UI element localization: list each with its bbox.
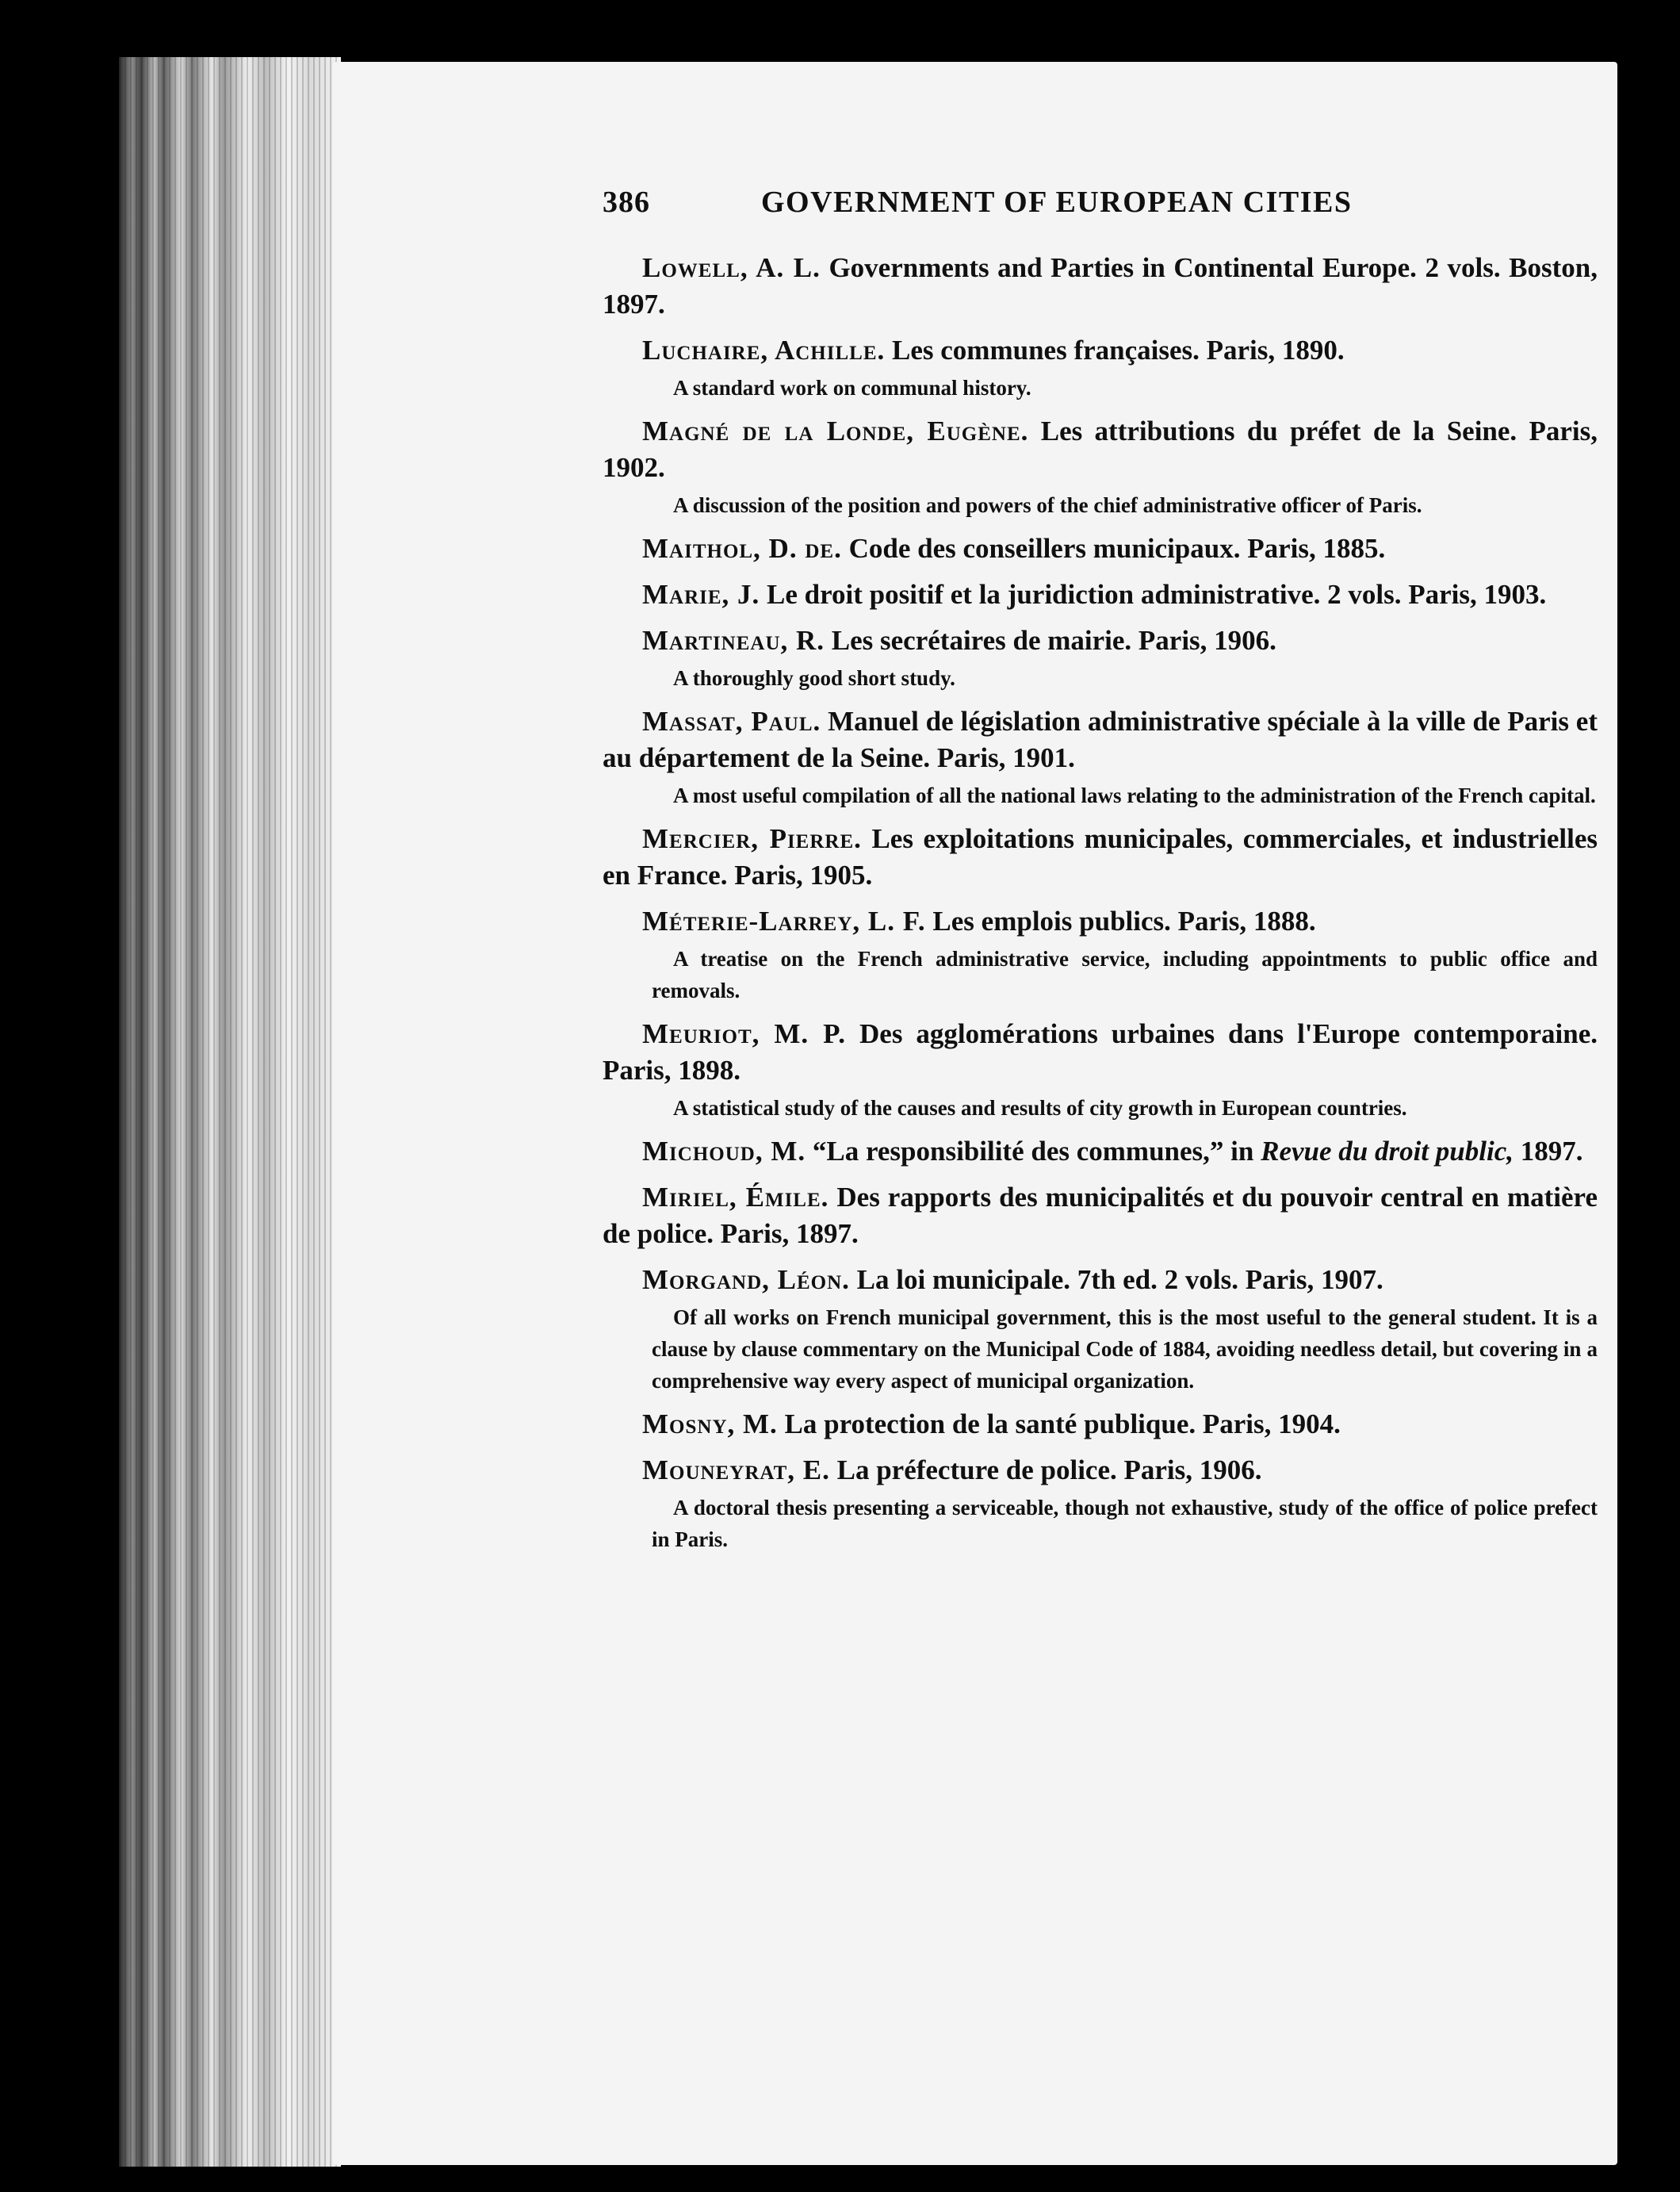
bibliography-entry: [603, 250, 1598, 323]
citation: [603, 1406, 1598, 1443]
entry-author: Magné de la Londe, Eugène.: [642, 416, 1029, 446]
entry-author: Méterie-Larrey, L. F.: [642, 906, 926, 937]
page-header: [603, 185, 1598, 240]
entry-annotation: A doctoral thesis presenting a serviceable, though not exhaustive, study of the office of police prefect in Paris.: [652, 1496, 1598, 1551]
citation: [603, 413, 1598, 486]
entry-title: La préfecture de police. Paris, 1906.: [836, 1454, 1262, 1485]
entry-title-pre: “La responsibilité des communes,” in: [812, 1136, 1254, 1167]
bibliography-entry: [603, 531, 1598, 567]
bibliography-entry: [603, 821, 1598, 894]
entry-annotation: Of all works on French municipal government, this is the most useful to the general student. It is a clause by clause commentary on the Municipal Code of 1884, avoiding needless detail, but covering in a comprehensive way every aspect of municipal organization.: [652, 1305, 1598, 1393]
running-title: GOVERNMENT OF EUROPEAN CITIES: [761, 186, 1353, 219]
citation: [603, 703, 1598, 776]
book-page: [333, 62, 1617, 2165]
entry-title-post: 1897.: [1520, 1136, 1583, 1167]
citation: [603, 1016, 1598, 1089]
entry-title: Le droit positif et la juridiction administrative. 2 vols. Paris, 1903.: [767, 579, 1547, 610]
citation: [603, 903, 1598, 940]
citation: [603, 577, 1598, 613]
entry-author: Morgand, Léon.: [642, 1264, 850, 1295]
entry-annotation: A most useful compilation of all the national laws relating to the administration of the French capital.: [673, 784, 1596, 807]
entry-title: Code des conseillers municipaux. Paris, 1885.: [848, 533, 1386, 564]
bibliography-entry: [603, 1262, 1598, 1397]
citation: [603, 332, 1598, 369]
entry-title: Manuel de législation administrative spéciale à la ville de Paris et au département de la Seine. Paris, 1901.: [603, 706, 1598, 773]
entry-title: Des rapports des municipalités et du pouvoir central en matière de police. Paris, 1897.: [603, 1182, 1598, 1249]
bibliography-entry: [603, 1406, 1598, 1443]
bibliography-entry: [603, 1133, 1598, 1170]
entry-annotation: A thoroughly good short study.: [673, 666, 955, 690]
bibliography-entry: [603, 1452, 1598, 1555]
entry-title: Les attributions du préfet de la Seine. Paris, 1902.: [603, 416, 1598, 483]
bibliography-entry: [603, 413, 1598, 521]
entry-author: Mercier, Pierre.: [642, 823, 862, 854]
entry-author: Michoud, M.: [642, 1136, 806, 1167]
entry-author: Lowell, A. L.: [642, 252, 821, 283]
entry-title: Governments and Parties in Continental Europe. 2 vols. Boston, 1897.: [603, 252, 1598, 320]
page-number: 386: [603, 186, 650, 219]
citation: [603, 531, 1598, 567]
entry-title: Les emplois publics. Paris, 1888.: [932, 906, 1316, 937]
bibliography-entry: [603, 703, 1598, 811]
bibliography-entry: [603, 623, 1598, 694]
entry-title: Les secrétaires de mairie. Paris, 1906.: [831, 625, 1276, 656]
entry-author: Mouneyrat, E.: [642, 1454, 830, 1485]
bibliography-entry: [603, 332, 1598, 404]
entry-author: Maithol, D. de.: [642, 533, 842, 564]
citation: [603, 623, 1598, 659]
citation: [603, 1452, 1598, 1489]
entry-title: Les communes françaises. Paris, 1890.: [892, 335, 1345, 366]
citation: [603, 1179, 1598, 1252]
entry-annotation: A statistical study of the causes and results of city growth in European countries.: [673, 1096, 1407, 1120]
bibliography-entry: [603, 1179, 1598, 1252]
entry-author: Meuriot, M. P.: [642, 1018, 847, 1049]
entry-title: Les exploitations municipales, commerciales, et industrielles en France. Paris, 1905.: [603, 823, 1598, 891]
entry-author: Marie, J.: [642, 579, 760, 610]
entry-title: La protection de la santé publique. Paris, 1904.: [784, 1408, 1341, 1439]
entry-author: Miriel, Émile.: [642, 1182, 829, 1213]
bibliography-entry: [603, 903, 1598, 1006]
citation: [603, 250, 1598, 323]
citation: [603, 821, 1598, 894]
entry-author: Massat, Paul.: [642, 706, 821, 737]
page-content: [603, 185, 1598, 1558]
bibliography-entry: [603, 577, 1598, 613]
entry-annotation: A treatise on the French administrative service, including appointments to public office and removals.: [652, 947, 1598, 1002]
entry-author: Mosny, M.: [642, 1408, 778, 1439]
entry-title: La loi municipale. 7th ed. 2 vols. Paris, 1907.: [856, 1264, 1383, 1295]
journal-title: Revue du droit public,: [1261, 1136, 1514, 1167]
entry-annotation: A discussion of the position and powers of the chief administrative officer of Paris.: [673, 493, 1422, 517]
citation: [603, 1262, 1598, 1298]
entry-title: Des agglomérations urbaines dans l'Europe contemporaine. Paris, 1898.: [603, 1018, 1598, 1086]
entry-annotation: A standard work on communal history.: [673, 376, 1031, 400]
entry-author: Luchaire, Achille.: [642, 335, 886, 366]
citation: [603, 1133, 1598, 1170]
entry-author: Martineau, R.: [642, 625, 825, 656]
bibliography-entry: [603, 1016, 1598, 1124]
book-spine-edge: [119, 57, 341, 2167]
